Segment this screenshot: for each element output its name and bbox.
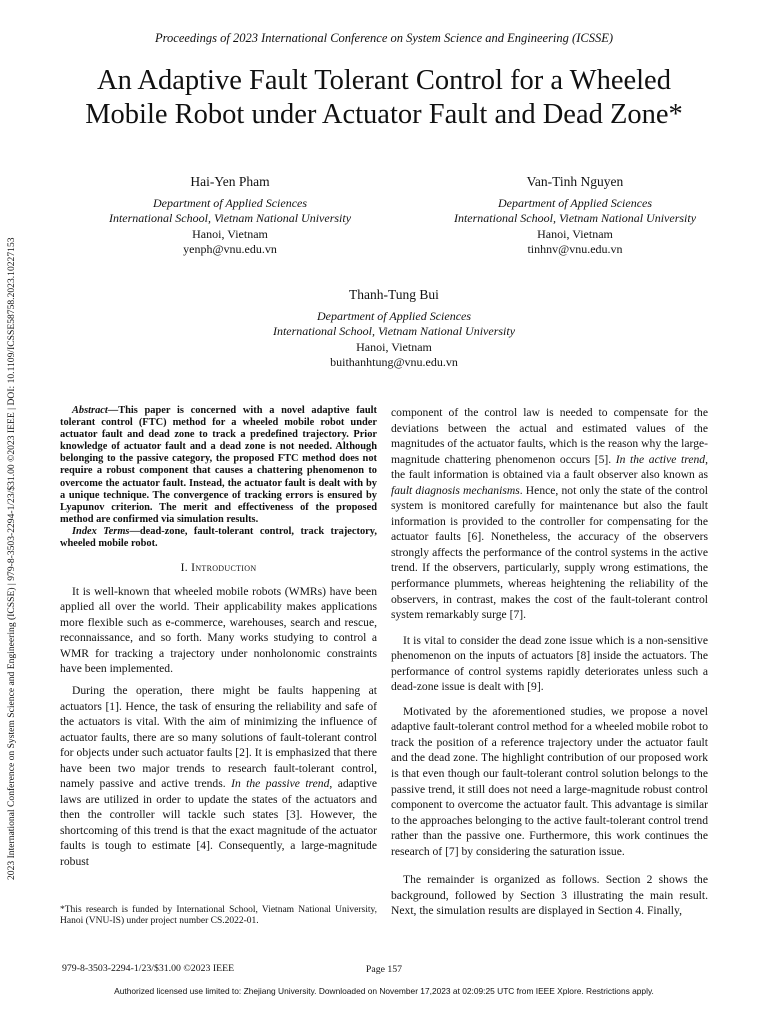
abstract bbox=[60, 405, 377, 526]
author-city: Hanoi, Vietnam bbox=[537, 226, 613, 241]
intro-paragraph-2 bbox=[60, 683, 377, 870]
index-terms-text: —dead-zone, fault-tolerant control, track trajectory, wheeled mobile robot. bbox=[60, 525, 377, 550]
emphasis-text: fault diagnosis mechanisms bbox=[391, 483, 520, 497]
index-terms bbox=[60, 526, 377, 550]
right-paragraph-1 bbox=[391, 405, 708, 623]
author-name: Thanh-Tung Bui bbox=[349, 287, 439, 302]
section-title: Introduction bbox=[191, 561, 257, 575]
author-department: Department of Applied Sciences bbox=[316, 308, 472, 323]
text-run: During the operation, there might be faults happening at actuators [1]. Hence, the task of ensuring the reliability and safe of the actuators is vital. With the aim of minimizing the influence of actuator faults, there are so many solutions of fault-tolerant control for objects under such actuator faults [2]. It is emphasized that there have been two major trends to research fault-tolerant control, namely passive and active trends. bbox=[60, 683, 377, 791]
intro-paragraph-1: It is well-known that wheeled mobile robots (WMRs) have been applied all over the world. Their applicability makes applications more flexible such as e-commerce, warehouses, search and rescue, reconnaissance, and so forth. Many works studying to control a WMR for tracking a trajectory under nonholonomic constraints have been implemented. bbox=[60, 584, 377, 676]
footer-isbn: 979-8-3503-2294-1/23/$31.00 ©2023 IEEE bbox=[62, 963, 235, 974]
author-name: Hai-Yen Pham bbox=[190, 174, 270, 189]
proceedings-header: Proceedings of 2023 International Conference on System Science and Engineering (ICSSE) bbox=[155, 31, 613, 45]
author-block-2 bbox=[420, 174, 730, 258]
section-numeral: I. bbox=[180, 561, 188, 575]
author-organization: International School, Vietnam National University bbox=[453, 211, 697, 226]
right-paragraph-2: It is vital to consider the dead zone issue which is a non-sensitive phenomenon on the inputs of actuators [8] inside the actuators. The performance of control systems rapidly deteriorates unless such a dead-zone issue is dealt with [9]. bbox=[391, 633, 708, 694]
title-line-2: Mobile Robot under Actuator Fault and Dead Zone* bbox=[85, 99, 683, 130]
left-column bbox=[60, 405, 377, 870]
page-number: Page 157 bbox=[365, 964, 403, 975]
text-run: , the fault information is obtained via a fault observer also known as bbox=[391, 452, 708, 482]
author-city: Hanoi, Vietnam bbox=[356, 339, 432, 354]
section-heading bbox=[60, 560, 377, 576]
paper-title bbox=[40, 64, 728, 132]
author-block-1 bbox=[70, 174, 390, 258]
sidebar-doi-text: 2023 International Conference on System Science and Engineering (ICSSE) | 979-8-3503-2294-1/23/$31.00 ©2023 IEEE | DOI: 10.1109/ICSSE58758.2023.10227153 bbox=[6, 237, 17, 880]
author-organization: International School, Vietnam National University bbox=[272, 324, 516, 339]
text-run: component of the control law is needed to compensate for the deviations between the actual and estimated values of the magnitudes of the actuator faults, which is the reason why the large-magnitude chattering phenomenon occurs [5]. bbox=[391, 406, 708, 466]
author-department: Department of Applied Sciences bbox=[152, 195, 308, 210]
author-name: Van-Tinh Nguyen bbox=[526, 174, 624, 189]
footnote: *This research is funded by International School, Vietnam National University, Hanoi (VNU-IS) under project number CS.2022-01. bbox=[60, 905, 377, 927]
author-city: Hanoi, Vietnam bbox=[192, 226, 268, 241]
author-organization: International School, Vietnam National University bbox=[108, 211, 352, 226]
emphasis-text: In the passive trend bbox=[231, 777, 330, 791]
license-notice: Authorized licensed use limited to: Zhejiang University. Downloaded on November 17,2023 at 02:09:25 UTC from IEEE Xplore. Restrictions apply. bbox=[114, 986, 654, 996]
text-run: . Hence, not only the state of the control system is monitored carefully for maintenance but also the fault information is provided to the controller for compensating for the actuator faults [6]. Nonetheless, the accuracy of the observers strongly affects the performance of the control systems in the active trend. If the observers, particularly, supply wrong estimations, the performance plummets, whereas heightening the reliability of the observers, in contrast, makes the cost of the fault-tolerant control system remarkably surge [7]. bbox=[391, 483, 708, 622]
abstract-text: —This paper is concerned with a novel adaptive fault tolerant control (FTC) method for a wheeled mobile robot under actuator fault and dead zone to track a predefined trajectory. Prior knowledge of actuator fault and a dead zone is not needed. Although belonging to the passive category, the proposed FTC method does not require a robust component that causes a chattering phenomenon to overcome the actuator fault. Instead, the actuator fault is dealt with by a unique technique. The convergence of tracking errors is ensured by Lyapunov criterion. The merit and effectiveness of the proposed method are confirmed via simulation results. bbox=[60, 405, 377, 525]
author-block-3 bbox=[234, 287, 554, 371]
index-terms-label: Index Terms bbox=[72, 525, 130, 537]
right-paragraph-4: The remainder is organized as follows. Section 2 shows the background, followed by Section 3 illustrating the main result. Next, the simulation results are displayed in Section 4. Finally, bbox=[391, 873, 708, 918]
right-column bbox=[391, 405, 708, 919]
author-email: tinhnv@vnu.edu.vn bbox=[527, 242, 623, 257]
author-email: yenph@vnu.edu.vn bbox=[183, 242, 277, 257]
author-email: buithanhtung@vnu.edu.vn bbox=[330, 355, 458, 370]
text-run: , adaptive laws are utilized in order to update the states of the actuators and then the controller will tackle such states [3]. However, the shortcoming of this trend is that the exact magnitude of the actuator faults is tough to estimate [4]. Consequently, a large-magnitude robust bbox=[60, 777, 377, 868]
abstract-label: Abstract bbox=[72, 405, 108, 416]
title-line-1: An Adaptive Fault Tolerant Control for a Wheeled bbox=[97, 65, 671, 96]
emphasis-text: In the active trend bbox=[615, 452, 706, 466]
author-department: Department of Applied Sciences bbox=[497, 195, 653, 210]
right-paragraph-3: Motivated by the aforementioned studies, we propose a novel adaptive fault-tolerant control method for a wheeled mobile robot to track the position of a reference trajectory under the actuator fault and the dead zone. The highlight contribution of our proposed work is that even though our fault-tolerant control solution belongs to the passive trend, it still does not need a large-magnitude robust control component to overcome the actuator fault. This advantage is similar to the approaches belonging to the active fault-tolerant control trend rather than the passive one. Furthermore, this work continues the research of [7] by considering the saturation issue. bbox=[391, 704, 708, 858]
